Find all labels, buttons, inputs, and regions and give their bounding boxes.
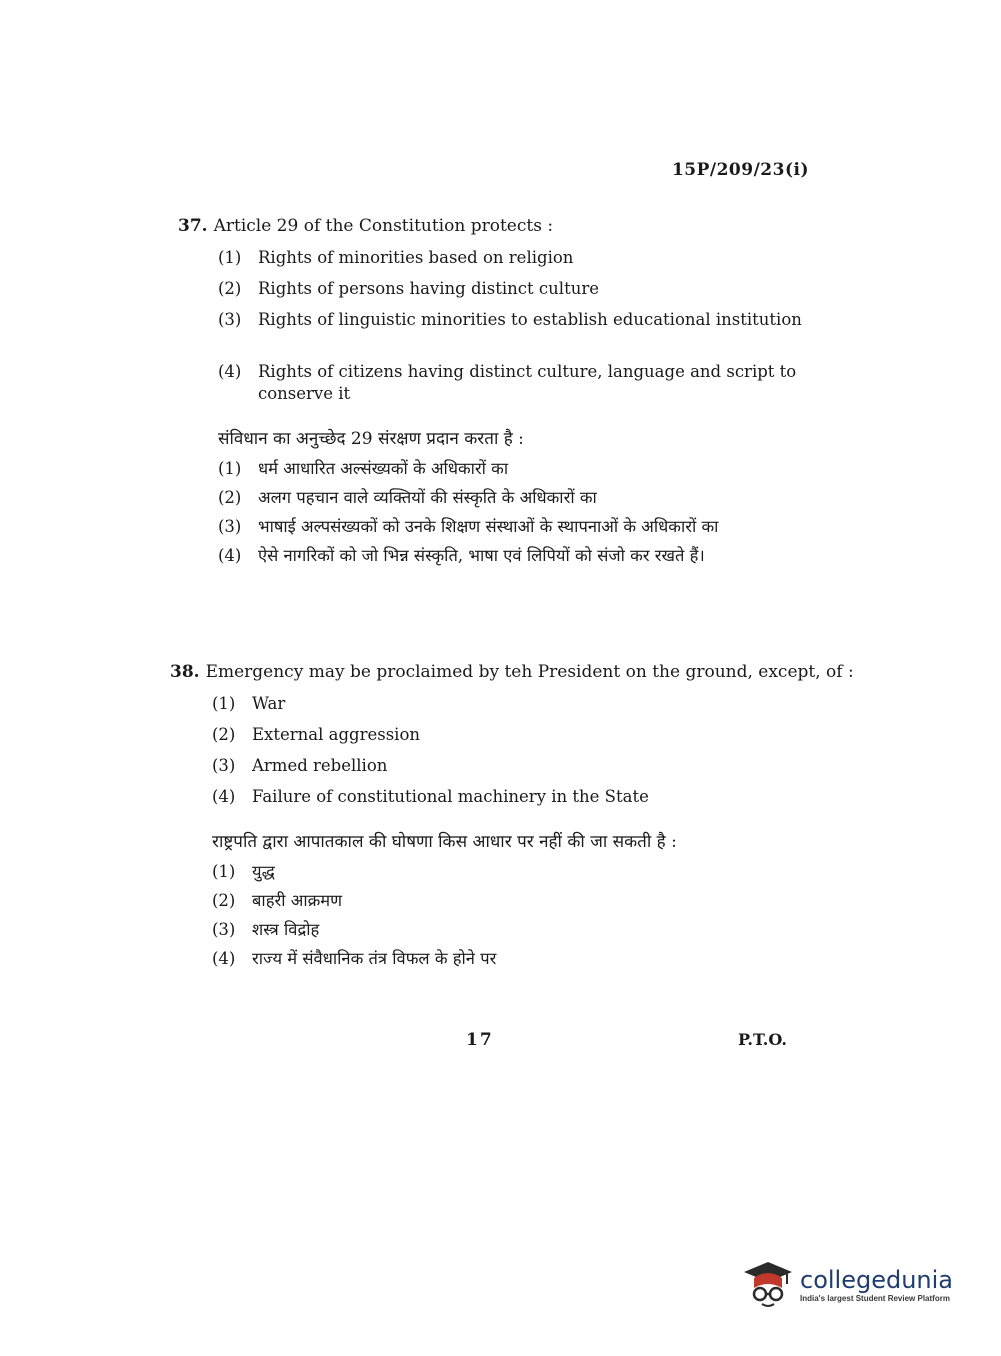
option-4 [212, 786, 790, 808]
option-4-hi [212, 948, 790, 970]
option-text: Armed rebellion [252, 756, 388, 775]
question-number: 37. [178, 216, 208, 236]
option-number: (3) [212, 756, 236, 775]
option-3 [212, 755, 790, 777]
option-text: बाहरी आक्रमण [252, 891, 343, 910]
option-1-hi [218, 458, 798, 480]
option-text: Rights of citizens having distinct culture, language and script to conserve it [258, 362, 797, 403]
option-number: (4) [212, 949, 236, 968]
collegedunia-watermark [742, 1252, 972, 1316]
option-number: (1) [218, 248, 242, 267]
brand-tagline: India's largest Student Review Platform [800, 1293, 950, 1303]
option-text: War [252, 694, 286, 713]
question-37-text-en [178, 214, 798, 238]
option-number: (4) [218, 362, 242, 381]
options-en [218, 247, 802, 405]
option-number: (2) [212, 891, 236, 910]
option-text: Failure of constitutional machinery in the State [252, 787, 649, 806]
option-1-hi [212, 861, 790, 883]
option-2 [218, 278, 798, 300]
option-number: (2) [212, 725, 236, 744]
question-37-text-hi: संविधान का अनुच्छेद 29 संरक्षण प्रदान करता है : [218, 429, 524, 449]
option-text: Rights of persons having distinct culture [258, 279, 599, 298]
option-text: External aggression [252, 725, 421, 744]
option-2 [212, 724, 790, 746]
options-hi [218, 458, 798, 567]
option-number: (1) [212, 694, 236, 713]
option-3 [218, 309, 802, 331]
option-3-hi [212, 919, 790, 941]
option-text: भाषाई अल्पसंख्यकों को उनके शिक्षण संस्थाओं के स्थापनाओं के अधिकारों का [258, 517, 719, 536]
question-38-text-en [170, 660, 854, 684]
option-2-hi [218, 487, 798, 509]
brand-name: collegedunia [800, 1265, 954, 1294]
option-text: अलग पहचान वाले व्यक्तियों की संस्कृति के अधिकारों का [258, 488, 597, 507]
option-text: ऐसे नागरिकों को जो भिन्न संस्कृति, भाषा एवं लिपियों को संजो कर रखते हैं। [258, 546, 705, 565]
option-text: धर्म आधारित अल्संख्यकों के अधिकारों का [258, 459, 509, 478]
option-4 [218, 361, 798, 405]
option-number: (3) [218, 310, 242, 329]
option-3-hi [218, 516, 798, 538]
option-1 [212, 693, 790, 715]
question-37 [178, 214, 802, 567]
option-number: (4) [218, 546, 242, 565]
paper-code: 15P/209/23(i) [671, 160, 809, 180]
option-number: (1) [218, 459, 242, 478]
option-number: (2) [218, 488, 242, 507]
option-number: (4) [212, 787, 236, 806]
question-38-text-hi: राष्ट्रपति द्वारा आपातकाल की घोषणा किस आधार पर नहीं की जा सकती है : [212, 832, 677, 852]
option-text: Rights of linguistic minorities to establish educational institution [258, 310, 802, 329]
question-text: Emergency may be proclaimed by teh President on the ground, except, of : [205, 662, 854, 682]
option-number: (2) [218, 279, 242, 298]
option-4-hi [218, 545, 798, 567]
pto-label: P.T.O. [738, 1030, 787, 1049]
collegedunia-logo-icon [742, 1258, 794, 1310]
option-text: शस्त्र विद्रोह [252, 920, 320, 939]
question-number: 38. [170, 662, 200, 682]
option-2-hi [212, 890, 790, 912]
option-1 [218, 247, 798, 269]
option-text: युद्ध [252, 862, 275, 881]
option-text: Rights of minorities based on religion [258, 248, 574, 267]
options-hi [212, 861, 790, 970]
question-38 [170, 660, 854, 970]
option-number: (3) [218, 517, 242, 536]
question-text: Article 29 of the Constitution protects : [213, 216, 554, 236]
option-number: (1) [212, 862, 236, 881]
option-number: (3) [212, 920, 236, 939]
page-number: 17 [466, 1030, 494, 1050]
options-en [212, 693, 790, 808]
option-text: राज्य में संवैधानिक तंत्र विफल के होने पर [252, 949, 497, 968]
